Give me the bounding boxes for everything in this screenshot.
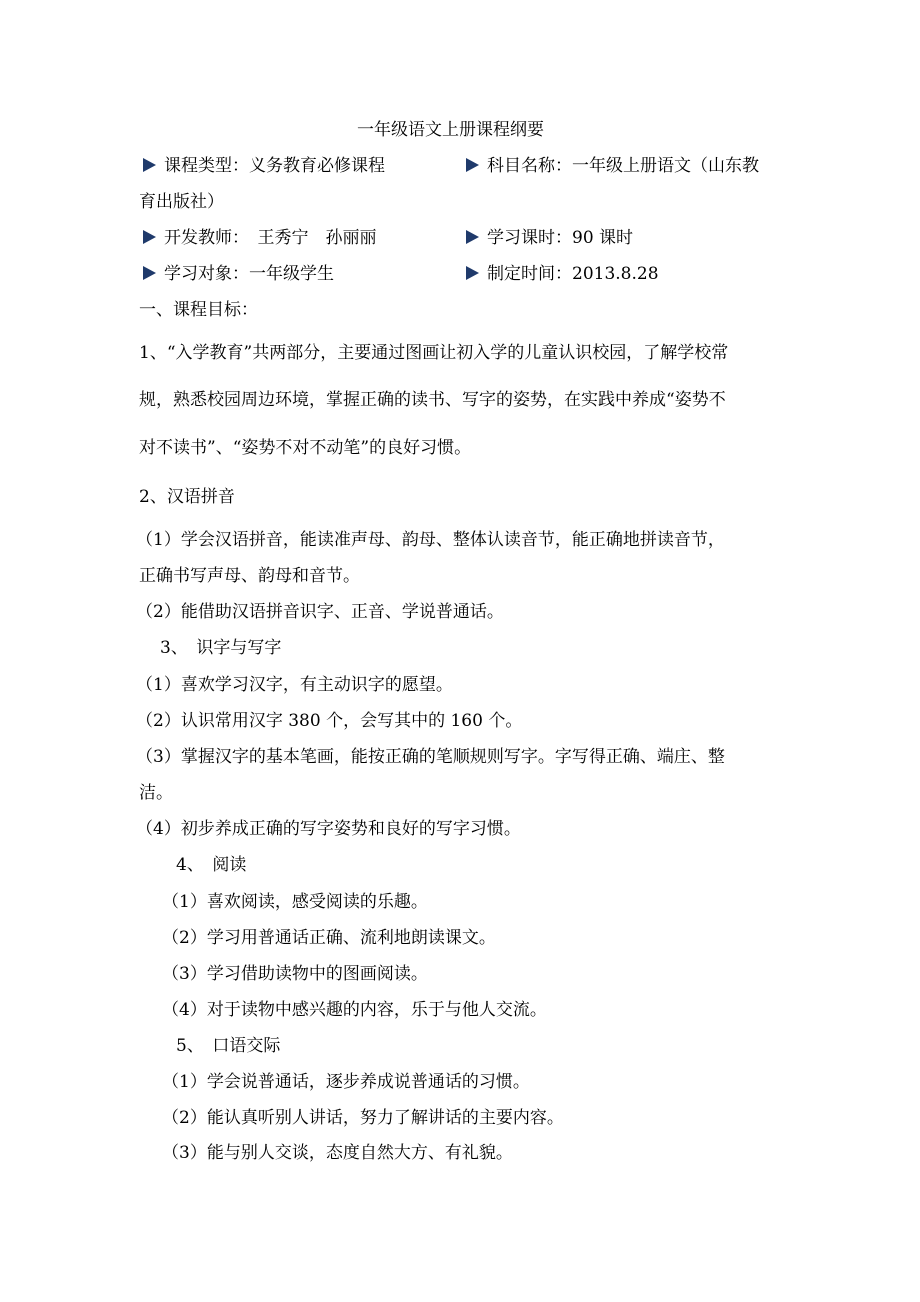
goal5-item: （2）能认真听别人讲话，努力了解讲话的主要内容。 bbox=[162, 1108, 564, 1128]
info-hours bbox=[466, 227, 633, 249]
goal2-item: 正确书写声母、韵母和音节。 bbox=[139, 566, 360, 586]
goal1-line: 规，熟悉校园周边环境，掌握正确的读书、写字的姿势，在实践中养成“姿势不 bbox=[139, 390, 726, 410]
triangle-bullet-icon bbox=[466, 230, 479, 244]
info-subject-cont: 育出版社） bbox=[139, 192, 224, 212]
goal4-item: （3）学习借助读物中的图画阅读。 bbox=[162, 964, 428, 984]
goal4-heading: 4、 阅读 bbox=[176, 855, 247, 875]
goal4-item: （1）喜欢阅读，感受阅读的乐趣。 bbox=[162, 892, 428, 912]
goal4-item: （2）学习用普通话正确、流利地朗读课文。 bbox=[162, 928, 496, 948]
goal3-item: （1）喜欢学习汉字，有主动识字的愿望。 bbox=[136, 675, 453, 695]
triangle-bullet-icon bbox=[143, 266, 156, 280]
info-audience bbox=[143, 263, 334, 285]
goal5-item: （3）能与别人交谈，态度自然大方、有礼貌。 bbox=[162, 1143, 513, 1163]
info-course-type bbox=[143, 155, 385, 177]
info-text: 学习对象：一年级学生 bbox=[164, 264, 334, 284]
goal3-item: （4）初步养成正确的写字姿势和良好的写字习惯。 bbox=[136, 819, 521, 839]
goal2-heading: 2、汉语拼音 bbox=[139, 487, 235, 507]
section-heading: 一、课程目标： bbox=[139, 300, 258, 320]
goal4-item: （4）对于读物中感兴趣的内容，乐于与他人交流。 bbox=[162, 1000, 547, 1020]
triangle-bullet-icon bbox=[143, 158, 156, 172]
triangle-bullet-icon bbox=[466, 266, 479, 280]
goal1-line: 1、“入学教育”共两部分，主要通过图画让初入学的儿童认识校园，了解学校常 bbox=[139, 343, 729, 363]
goal3-item: （2）认识常用汉字 380 个，会写其中的 160 个。 bbox=[136, 711, 523, 731]
goal1-line: 对不读书”、“姿势不对不动笔”的良好习惯。 bbox=[139, 438, 472, 458]
info-text: 开发教师： 王秀宁 孙丽丽 bbox=[164, 228, 377, 248]
goal5-heading: 5、 口语交际 bbox=[176, 1036, 281, 1056]
goal5-item: （1）学会说普通话，逐步养成说普通话的习惯。 bbox=[162, 1072, 530, 1092]
info-subject bbox=[466, 155, 759, 177]
page-title: 一年级语文上册课程纲要 bbox=[357, 120, 544, 140]
info-text: 制定时间：2013.8.28 bbox=[487, 264, 659, 284]
info-teachers bbox=[143, 227, 377, 249]
triangle-bullet-icon bbox=[466, 158, 479, 172]
info-text: 学习课时：90 课时 bbox=[487, 228, 634, 248]
info-text: 课程类型：义务教育必修课程 bbox=[164, 156, 385, 176]
goal3-heading: 3、 识字与写字 bbox=[160, 638, 282, 658]
goal3-item: （3）掌握汉字的基本笔画，能按正确的笔顺规则写字。字写得正确、端庄、整 bbox=[136, 747, 725, 767]
goal2-item: （1）学会汉语拼音，能读准声母、韵母、整体认读音节，能正确地拼读音节， bbox=[136, 530, 725, 550]
triangle-bullet-icon bbox=[143, 230, 156, 244]
info-text: 科目名称：一年级上册语文（山东教 bbox=[487, 156, 759, 176]
goal2-item: （2）能借助汉语拼音识字、正音、学说普通话。 bbox=[136, 602, 504, 622]
info-date bbox=[466, 263, 659, 285]
goal3-item: 洁。 bbox=[139, 783, 173, 803]
